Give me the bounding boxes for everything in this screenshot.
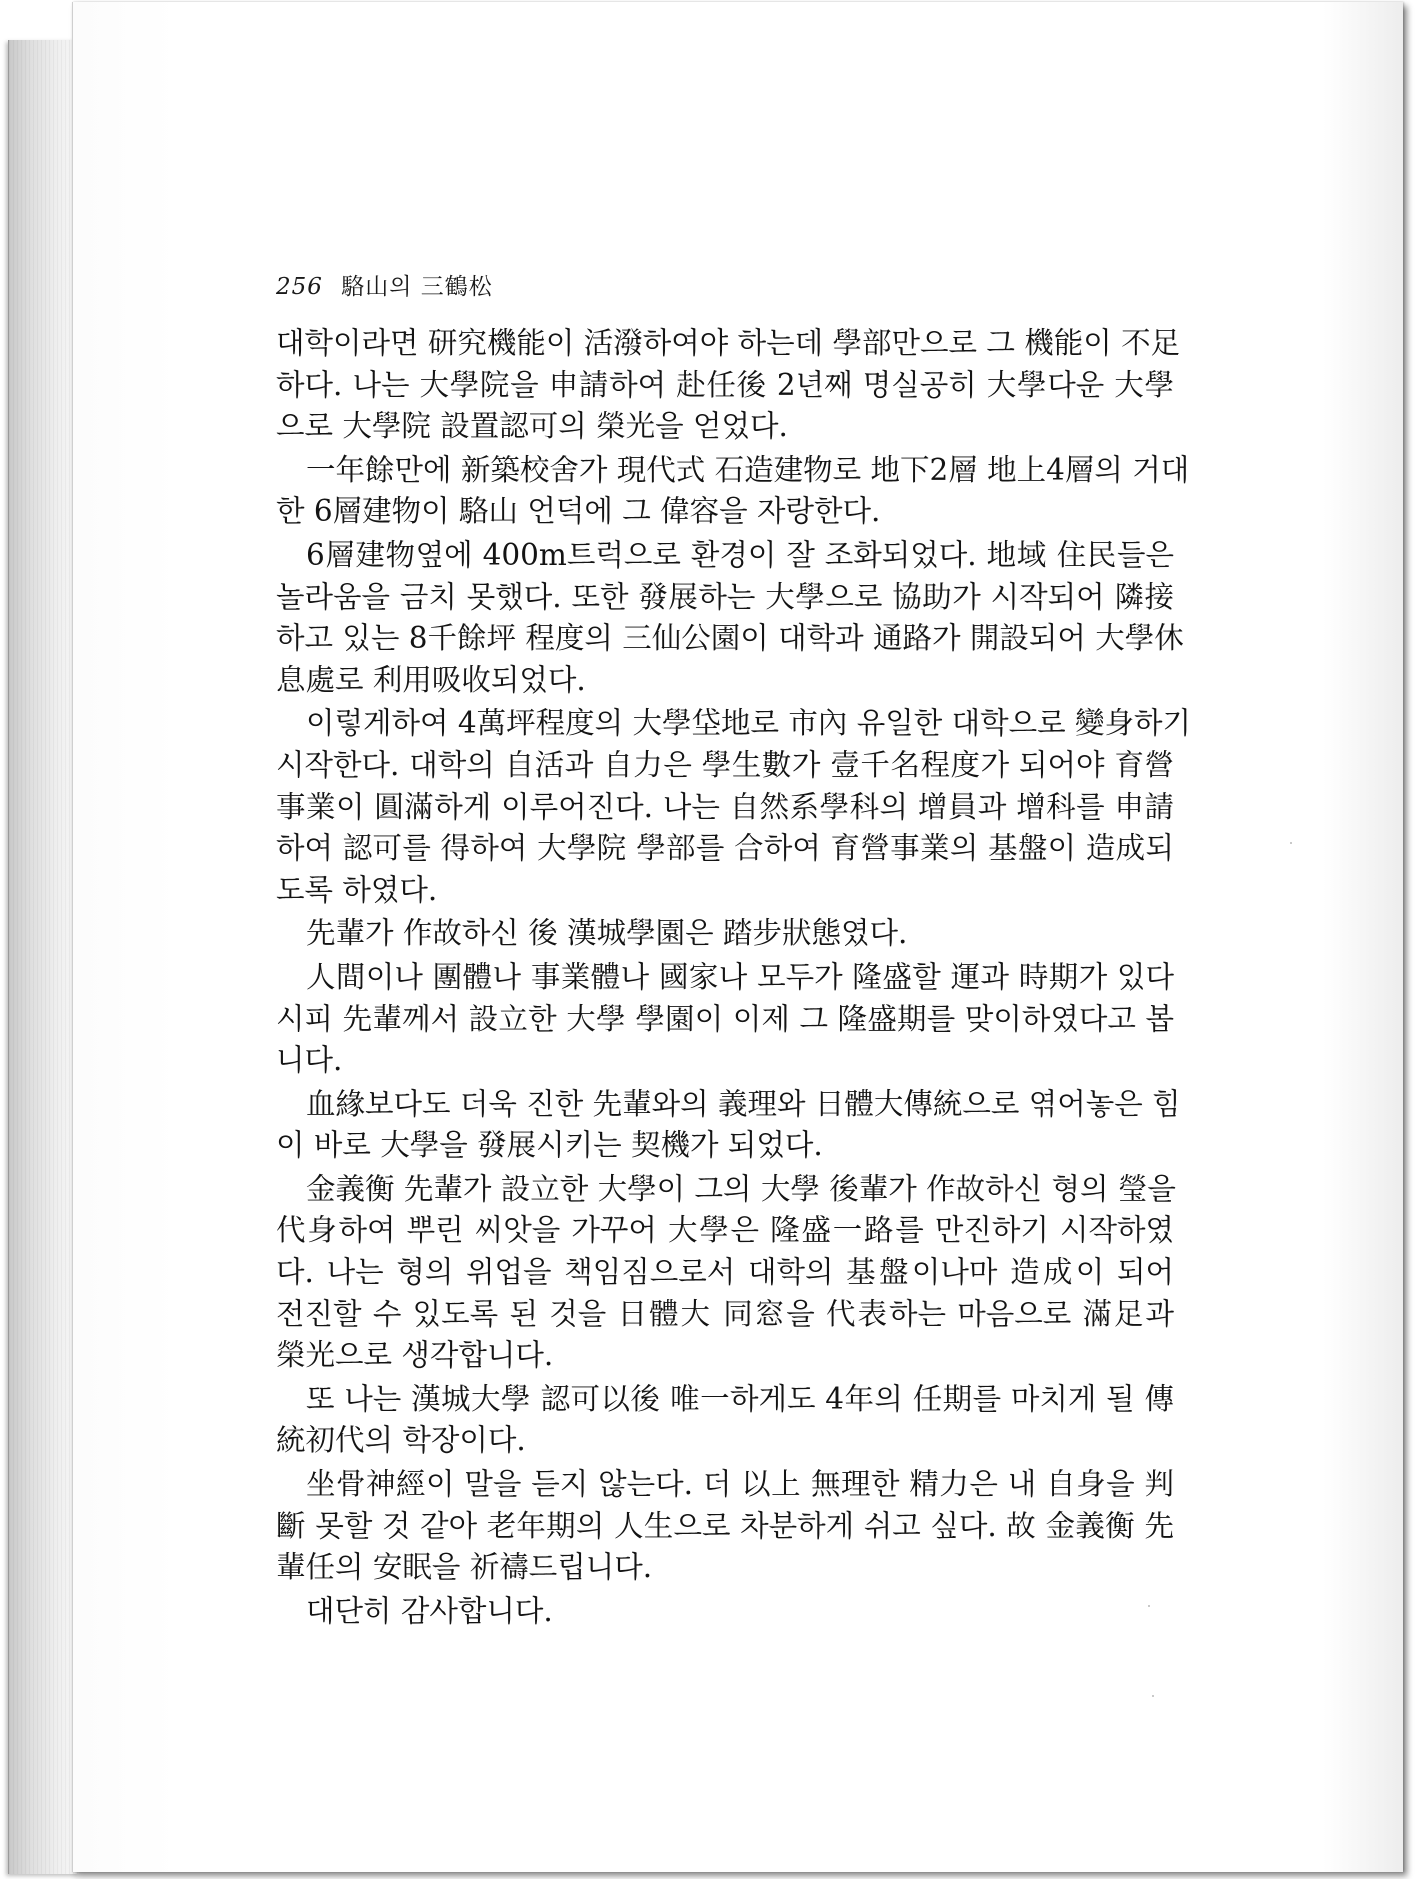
text-line: 또 나는 漢城大學 認可以後 唯一하게도 4年의 任期를 마치게 될 傳 (306, 1381, 1174, 1416)
chapter-title: 駱山의 三鶴松 (341, 274, 493, 300)
text-line: 斷 못할 것 같아 老年期의 人生으로 차분하게 쉬고 싶다. 故 金義衡 先 (276, 1508, 1174, 1543)
body-text (276, 323, 1191, 1634)
page-number: 256 (276, 274, 323, 300)
book-page-edges (8, 40, 79, 1874)
scan-speck (1152, 1695, 1154, 1697)
text-line: 하다. 나는 大學院을 申請하여 赴任後 2년째 명실공히 大學다운 大學 (276, 367, 1174, 402)
text-line: 先輩가 作故하신 後 漢城學園은 踏步狀態였다. (306, 916, 908, 951)
paragraph (276, 1084, 1181, 1167)
text-line: 輩任의 安眠을 祈禱드립니다. (276, 1550, 653, 1585)
paragraph (276, 703, 1191, 911)
text-line: 이렇게하여 4萬坪程度의 大學垈地로 市內 유일한 대학으로 變身하기 (306, 706, 1191, 741)
text-line: 전진할 수 있도록 된 것을 日體大 同窓을 代表하는 마음으로 滿足과 (276, 1296, 1174, 1331)
text-line: 도록 하였다. (276, 872, 438, 907)
text-line: 人間이나 團體나 事業體나 國家나 모두가 隆盛할 運과 時期가 있다 (306, 959, 1174, 994)
text-line: 6層建物옆에 400m트럭으로 환경이 잘 조화되었다. 地域 住民들은 (306, 537, 1174, 572)
text-line: 榮光으로 생각합니다. (276, 1338, 554, 1373)
text-line: 시피 先輩께서 設立한 大學 學園이 이제 그 隆盛期를 맞이하였다고 봅 (276, 1001, 1174, 1036)
paragraph (276, 1169, 1174, 1377)
scan-speck (1290, 842, 1292, 844)
paragraph (276, 1464, 1174, 1589)
text-line: 니다. (276, 1043, 343, 1078)
paragraph (276, 957, 1174, 1082)
text-line: 事業이 圓滿하게 이루어진다. 나는 自然系學科의 增員과 增科를 申請 (276, 789, 1174, 824)
text-line: 이 바로 大學을 發展시키는 契機가 되었다. (276, 1128, 823, 1163)
text-line: 다. 나는 형의 위업을 책임짐으로서 대학의 基盤이나마 造成이 되어 (276, 1255, 1174, 1290)
paragraph (276, 450, 1190, 533)
text-line: 한 6層建物이 駱山 언덕에 그 偉容을 자랑한다. (276, 494, 881, 529)
text-line: 하고 있는 8千餘坪 程度의 三仙公園이 대학과 通路가 開設되어 大學休 (276, 621, 1184, 656)
text-line: 놀라움을 금치 못했다. 또한 發展하는 大學으로 協助가 시작되어 隣接 (276, 579, 1174, 614)
text-line: 대학이라면 研究機能이 活潑하여야 하는데 學部만으로 그 機能이 不足 (276, 326, 1181, 360)
text-line: 統初代의 학장이다. (276, 1423, 526, 1458)
text-line: 으로 大學院 設置認可의 榮光을 얻었다. (276, 409, 788, 444)
text-line: 대단히 감사합니다. (306, 1593, 553, 1628)
text-line: 血緣보다도 더욱 진한 先輩와의 義理와 日體大傳統으로 엮어놓은 힘 (306, 1086, 1181, 1121)
paragraph (276, 1379, 1174, 1462)
scan-speck (1148, 1605, 1150, 1607)
text-line: 시작한다. 대학의 自活과 自力은 學生數가 壹千名程度가 되어야 育營 (276, 747, 1174, 782)
text-line: 一年餘만에 新築校舍가 現代式 石造建物로 地下2層 地上4層의 거대 (306, 452, 1190, 487)
text-line: 息處로 利用吸收되었다. (276, 662, 586, 697)
text-line: 하여 認可를 得하여 大學院 學部를 合하여 育營事業의 基盤이 造成되 (276, 831, 1174, 866)
running-head (276, 268, 493, 301)
paragraph (276, 535, 1184, 701)
text-line: 代身하여 뿌린 씨앗을 가꾸어 大學은 隆盛一路를 만진하기 시작하였 (276, 1213, 1174, 1248)
paragraph (276, 913, 1174, 955)
text-line: 坐骨神經이 말을 듣지 않는다. 더 以上 無理한 精力은 내 自身을 判 (306, 1467, 1174, 1502)
paragraph (276, 1591, 1174, 1633)
paragraph (276, 323, 1181, 448)
text-line: 金義衡 先輩가 設立한 大學이 그의 大學 後輩가 作故하신 형의 瑩을 (306, 1171, 1176, 1206)
